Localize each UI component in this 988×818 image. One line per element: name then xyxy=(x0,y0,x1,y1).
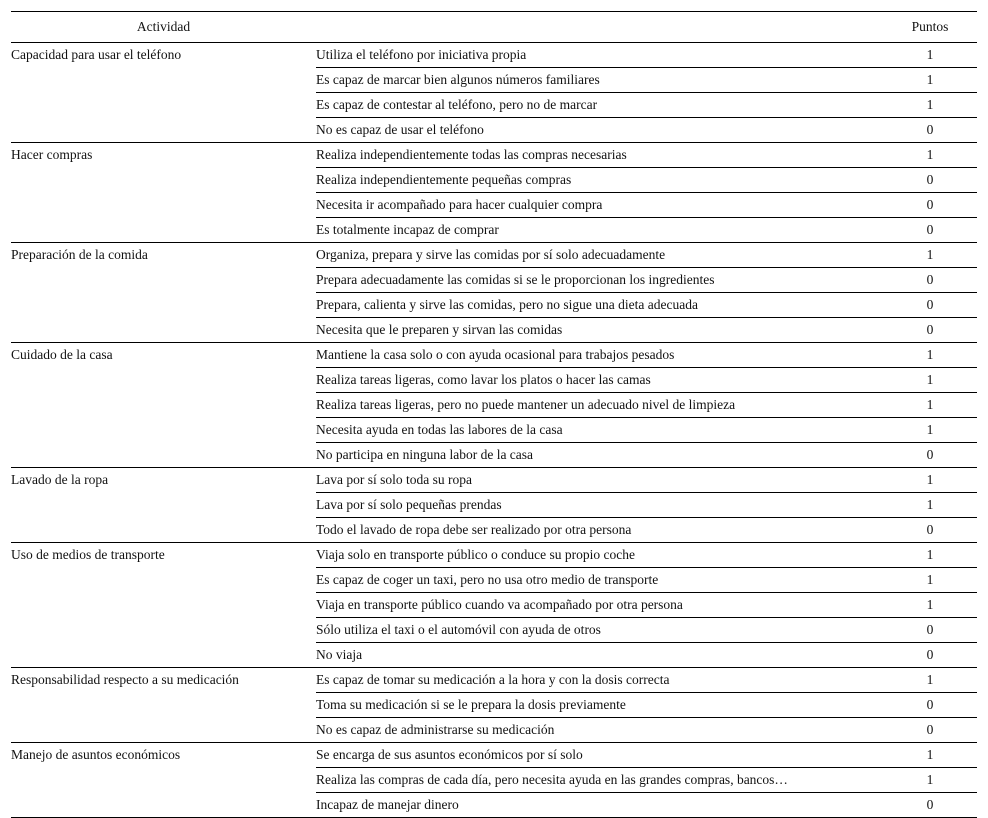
description-cell: Se encarga de sus asuntos económicos por sí solo xyxy=(316,743,883,768)
points-cell: 1 xyxy=(883,393,977,418)
table-row xyxy=(11,668,977,693)
table-row xyxy=(11,143,977,168)
points-cell: 1 xyxy=(883,43,977,68)
points-cell: 0 xyxy=(883,618,977,643)
description-cell: No viaja xyxy=(316,647,363,662)
points-cell: 0 xyxy=(926,722,934,737)
table-header xyxy=(11,12,977,43)
header-description xyxy=(316,12,883,43)
header-activity: Actividad xyxy=(11,12,316,43)
activity-cell: Responsabilidad respecto a su medicación xyxy=(11,668,316,743)
table-row xyxy=(11,468,977,493)
points-cell: 0 xyxy=(926,222,934,237)
description-cell: Sólo utiliza el taxi o el automóvil con ayuda de otros xyxy=(316,618,883,643)
description-cell: Lava por sí solo toda su ropa xyxy=(316,468,883,493)
description-cell: No es capaz de administrarse su medicación xyxy=(316,722,555,737)
points-cell: 1 xyxy=(883,743,977,768)
activity-cell: Preparación de la comida xyxy=(11,243,316,343)
points-cell: 1 xyxy=(883,493,977,518)
description-cell: Necesita ayuda en todas las labores de la casa xyxy=(316,418,883,443)
description-cell: Es capaz de coger un taxi, pero no usa otro medio de transporte xyxy=(316,568,883,593)
description-cell: Necesita ir acompañado para hacer cualquier compra xyxy=(316,193,883,218)
points-cell: 0 xyxy=(883,293,977,318)
points-cell: 1 xyxy=(883,368,977,393)
description-cell: Realiza independientemente pequeñas compras xyxy=(316,168,883,193)
description-cell: Realiza tareas ligeras, pero no puede mantener un adecuado nivel de limpieza xyxy=(316,393,883,418)
points-cell: 1 xyxy=(883,668,977,693)
description-cell: Es totalmente incapaz de comprar xyxy=(316,222,499,237)
points-cell: 1 xyxy=(883,568,977,593)
description-cell: Mantiene la casa solo o con ayuda ocasional para trabajos pesados xyxy=(316,343,883,368)
points-cell: 1 xyxy=(883,418,977,443)
description-cell: Viaja en transporte público cuando va acompañado por otra persona xyxy=(316,593,883,618)
table-row xyxy=(11,243,977,268)
points-cell: 0 xyxy=(883,168,977,193)
description-cell: No es capaz de usar el teléfono xyxy=(316,122,484,137)
points-cell: 1 xyxy=(883,93,977,118)
activities-table xyxy=(11,11,977,818)
activity-cell: Capacidad para usar el teléfono xyxy=(11,43,316,143)
points-cell: 0 xyxy=(926,122,934,137)
points-cell: 0 xyxy=(883,693,977,718)
description-cell: Realiza las compras de cada día, pero necesita ayuda en las grandes compras, bancos… xyxy=(316,768,883,793)
points-cell: 1 xyxy=(883,343,977,368)
description-cell: Es capaz de contestar al teléfono, pero no de marcar xyxy=(316,93,883,118)
description-cell: Prepara, calienta y sirve las comidas, pero no sigue una dieta adecuada xyxy=(316,293,883,318)
description-cell: Utiliza el teléfono por iniciativa propia xyxy=(316,43,883,68)
points-cell: 0 xyxy=(926,322,934,337)
points-cell: 0 xyxy=(883,268,977,293)
description-cell: Lava por sí solo pequeñas prendas xyxy=(316,493,883,518)
description-cell: Necesita que le preparen y sirvan las comidas xyxy=(316,322,563,337)
table-row xyxy=(11,43,977,68)
description-cell: Prepara adecuadamente las comidas si se le proporcionan los ingredientes xyxy=(316,268,883,293)
activity-cell: Cuidado de la casa xyxy=(11,343,316,468)
table-body xyxy=(11,43,977,818)
description-cell: Todo el lavado de ropa debe ser realizado por otra persona xyxy=(316,522,632,537)
points-cell: 1 xyxy=(883,143,977,168)
activity-cell: Manejo de asuntos económicos xyxy=(11,743,316,818)
description-cell: Es capaz de marcar bien algunos números familiares xyxy=(316,68,883,93)
points-cell: 1 xyxy=(883,243,977,268)
table-row xyxy=(11,343,977,368)
points-cell: 1 xyxy=(883,768,977,793)
description-cell: Realiza independientemente todas las compras necesarias xyxy=(316,143,883,168)
description-cell: Es capaz de tomar su medicación a la hora y con la dosis correcta xyxy=(316,668,883,693)
description-cell: Realiza tareas ligeras, como lavar los platos o hacer las camas xyxy=(316,368,883,393)
activity-cell: Lavado de la ropa xyxy=(11,468,316,543)
description-cell: No participa en ninguna labor de la casa xyxy=(316,447,534,462)
table-row xyxy=(11,743,977,768)
points-cell: 1 xyxy=(883,68,977,93)
activity-cell: Hacer compras xyxy=(11,143,316,243)
points-cell: 0 xyxy=(883,193,977,218)
points-cell: 1 xyxy=(883,468,977,493)
points-cell: 0 xyxy=(926,522,934,537)
description-cell: Incapaz de manejar dinero xyxy=(316,797,459,812)
table-row xyxy=(11,543,977,568)
points-cell: 0 xyxy=(926,447,934,462)
points-cell: 1 xyxy=(883,543,977,568)
header-points: Puntos xyxy=(883,12,977,43)
description-cell: Toma su medicación si se le prepara la dosis previamente xyxy=(316,693,883,718)
activity-cell: Uso de medios de transporte xyxy=(11,543,316,668)
points-cell: 0 xyxy=(926,647,934,662)
description-cell: Organiza, prepara y sirve las comidas por sí solo adecuadamente xyxy=(316,243,883,268)
description-cell: Viaja solo en transporte público o conduce su propio coche xyxy=(316,543,883,568)
header-row xyxy=(11,12,977,43)
points-cell: 1 xyxy=(883,593,977,618)
points-cell: 0 xyxy=(926,797,934,812)
